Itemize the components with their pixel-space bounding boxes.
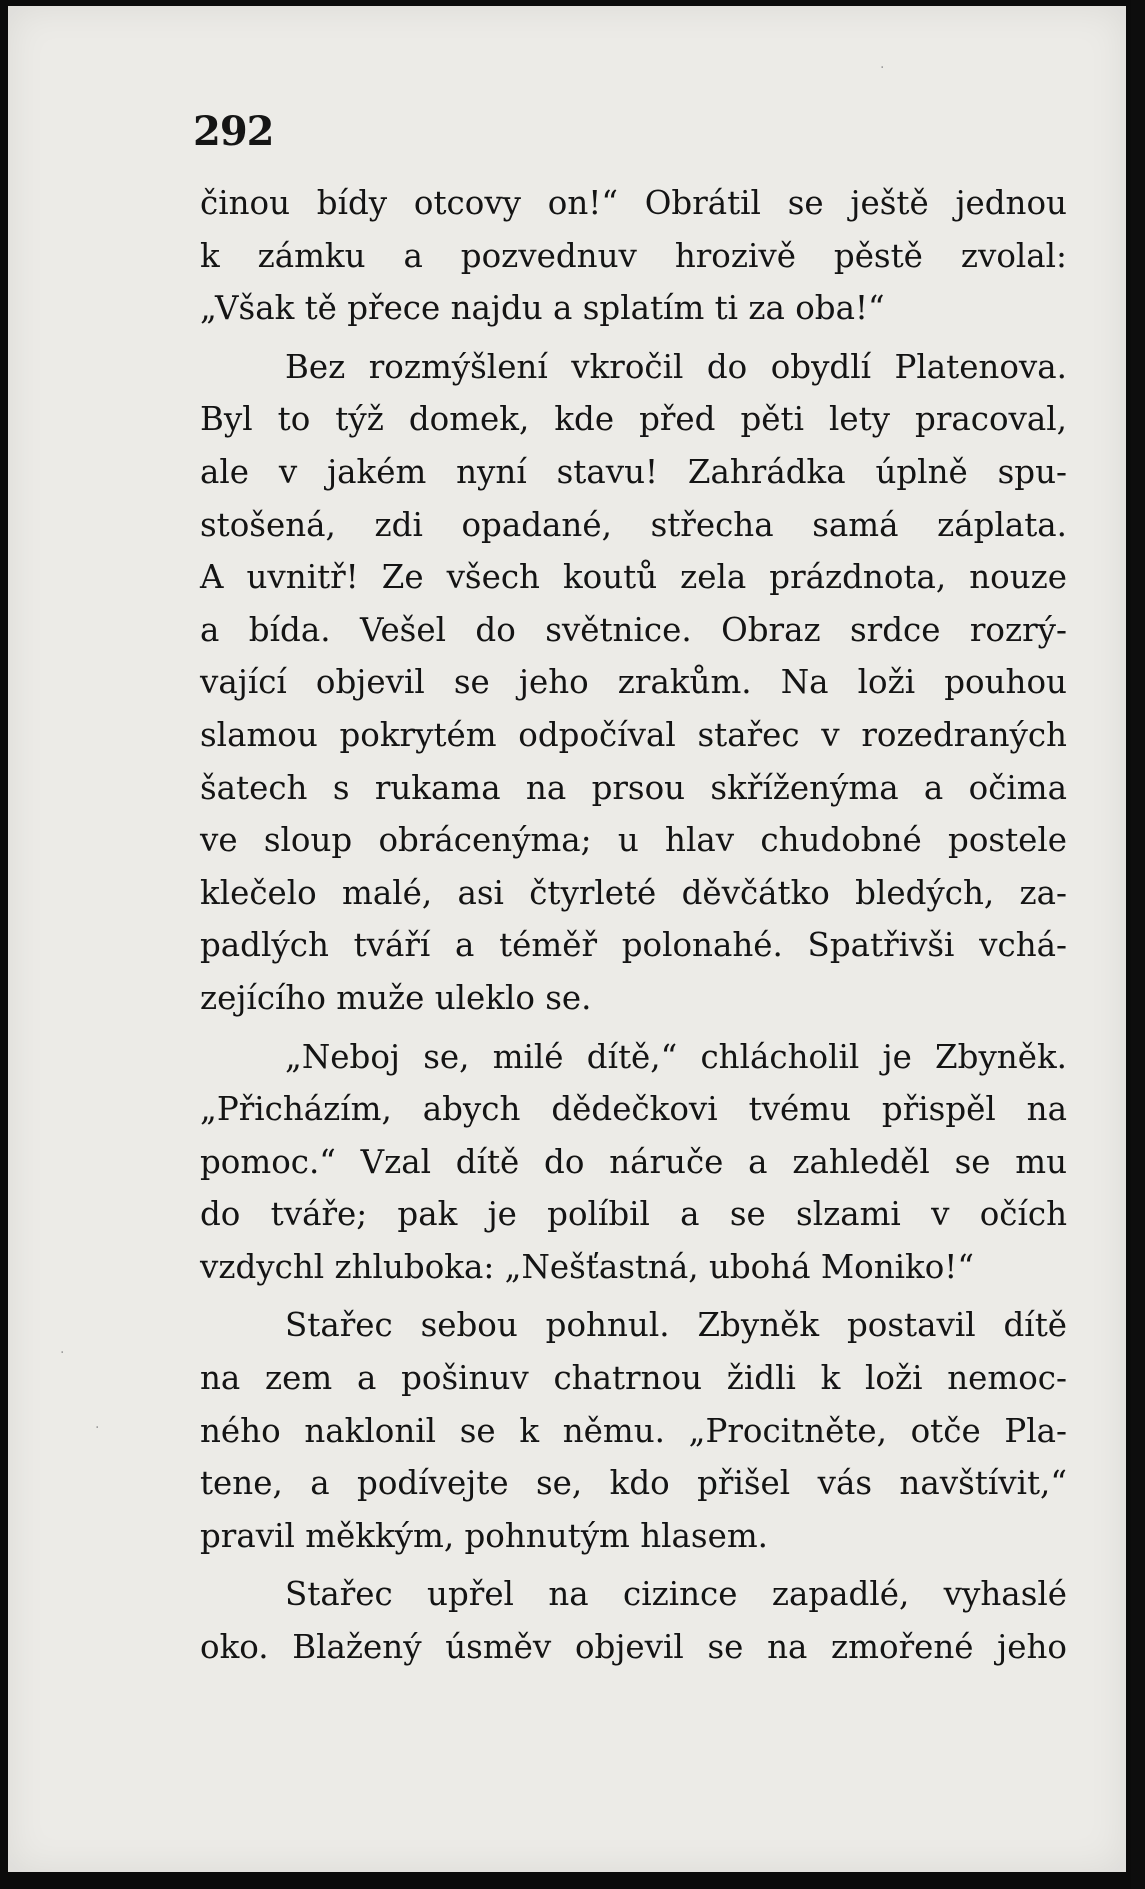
text-line: vzdychl zhluboka: „Nešťastná, ubohá Moniko!“ — [200, 1247, 974, 1286]
text-line: šatech s rukama na prsou skříženýma a očima — [200, 768, 1067, 807]
text-line: ve sloup obrácenýma; u hlav chudobné postele — [200, 821, 1067, 860]
text-line: Stařec sebou pohnul. Zbyněk postavil dítě — [285, 1306, 1067, 1345]
text-line: „Neboj se, milé dítě,“ chlácholil je Zbyněk. — [285, 1037, 1067, 1076]
text-line: tene, a podívejte se, kdo přišel vás navštívit,“ — [200, 1464, 1067, 1503]
text-line: klečelo malé, asi čtyrleté děvčátko bledých, za- — [200, 873, 1067, 912]
text-line: do tváře; pak je políbil a se slzami v očích — [200, 1195, 1067, 1234]
text-line: „Přicházím, abych dědečkovi tvému přispěl na — [200, 1090, 1067, 1129]
page-edge-shadow — [1131, 0, 1145, 1889]
text-line: Bez rozmýšlení vkročil do obydlí Platenova. — [285, 347, 1067, 386]
body-text — [200, 177, 1067, 1674]
text-line: A uvnitř! Ze všech koutů zela prázdnota, nouze — [200, 558, 1067, 597]
text-line: stošená, zdi opadané, střecha samá záplata. — [200, 505, 1067, 544]
text-line: činou bídy otcovy on!“ Obrátil se ještě jednou — [200, 184, 1067, 222]
text-line: k zámku a pozvednuv hrozivě pěstě zvolal: — [200, 236, 1067, 275]
text-line: a bída. Vešel do světnice. Obraz srdce rozrý- — [200, 610, 1067, 649]
text-line: „Však tě přece najdu a splatím ti za oba!“ — [200, 289, 885, 328]
page-number: 292 — [193, 108, 274, 155]
text-line: pravil měkkým, pohnutým hlasem. — [200, 1516, 768, 1555]
text-line: padlých tváří a téměř polonahé. Spatřivši vchá- — [200, 926, 1067, 965]
text-line: oko. Blažený úsměv objevil se na zmořené jeho — [200, 1628, 1067, 1667]
text-line: slamou pokrytém odpočíval stařec v rozedraných — [200, 715, 1067, 754]
paper-speck: · — [60, 1345, 65, 1361]
text-line: pomoc.“ Vzal dítě do náruče a zahleděl se mu — [200, 1142, 1067, 1181]
paper-speck: · — [95, 1420, 100, 1436]
text-line: vající objevil se jeho zrakům. Na loži pouhou — [200, 663, 1067, 702]
text-line: ného naklonil se k němu. „Procitněte, otče Pla- — [200, 1411, 1067, 1450]
text-line: na zem a pošinuv chatrnou židli k loži nemoc- — [200, 1359, 1067, 1398]
paper-speck: · — [880, 60, 885, 76]
text-line: Stařec upřel na cizince zapadlé, vyhaslé — [285, 1575, 1067, 1614]
text-line: zejícího muže uleklo se. — [200, 978, 592, 1017]
text-line: Byl to týž domek, kde před pěti lety pracoval, — [200, 400, 1067, 439]
text-line: ale v jakém nyní stavu! Zahrádka úplně spu- — [200, 452, 1067, 491]
